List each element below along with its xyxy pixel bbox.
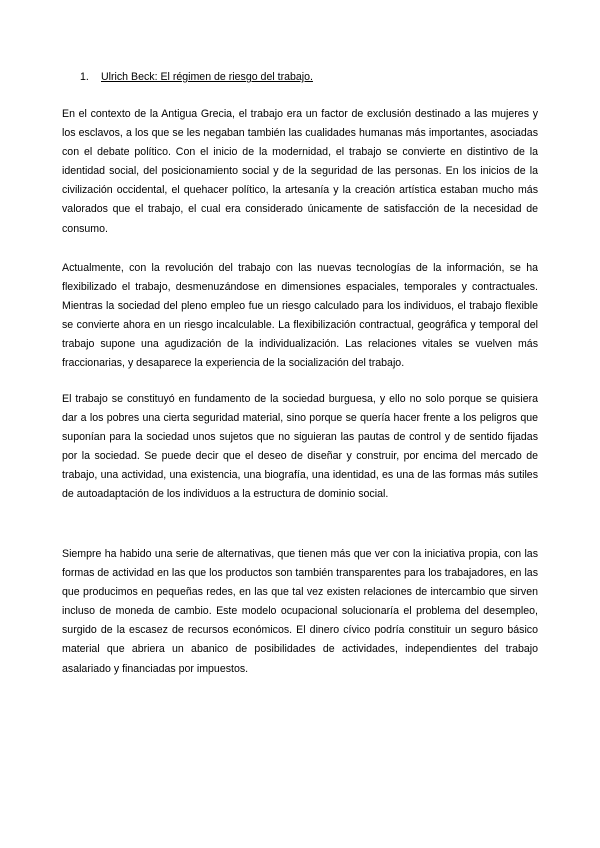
section-heading [80, 71, 313, 83]
paragraph-3: El trabajo se constituyó en fundamento de la sociedad burguesa, y ello no solo porque se quisiera dar a los pobres una cierta seguridad material, sino porque se quería hacer frente a los peligros que suponían para la sociedad unos sujetos que no siguieran las pautas de control y de sentido fijadas por la sociedad. Se puede decir que el deseo de diseñar y construir, por encima del mercado de trabajo, una actividad, una existencia, una biografía, una identidad, es una de las formas más sutiles de autoadaptación de los individuos a la estructura de dominio social. [62, 393, 538, 501]
paragraph-4: Siempre ha habido una serie de alternativas, que tienen más que ver con la iniciativa propia, con las formas de actividad en las que los productos son también transparentes para los trabajadores, en las que producimos en pequeñas redes, en las que tal vez existen relaciones de intercambio que sirven incluso de moneda de cambio. Este modelo ocupacional solucionaría el problema del desempleo, surgido de la escasez de recursos económicos. El dinero cívico podría constituir un seguro básico material que abriera un abanico de posibilidades de actividades, independientes del trabajo asalariado y financiadas por impuestos. [62, 548, 538, 675]
heading-number: 1. [80, 71, 89, 83]
paragraph-2: Actualmente, con la revolución del trabajo con las nuevas tecnologías de la información, se ha flexibilizado el trabajo, desmenuzándose en dimensiones espaciales, temporales y contractuales. Mientras la sociedad del pleno empleo fue un riesgo calculado para los individuos, el trabajo flexible se convierte ahora en un riesgo incalculable. La flexibilización contractual, geográfica y temporal del trabajo supone una agudización de la individualización. Las relaciones vitales se vuelven más fraccionarias, y desaparece la experiencia de la socialización del trabajo. [62, 262, 538, 370]
paragraph-1: En el contexto de la Antigua Grecia, el trabajo era un factor de exclusión destinado a las mujeres y los esclavos, a los que se les negaban también las cualidades humanas más importantes, asociadas con el debate político. Con el inicio de la modernidad, el trabajo se convierte en distintivo de la identidad social, del posicionamiento social y de la seguridad de las personas. En los inicios de la civilización occidental, el quehacer político, la artesanía y la creación artística estaban mucho más valorados que el trabajo, el cual era considerado únicamente de satisfacción de la necesidad de consumo. [62, 108, 538, 235]
heading-title: Ulrich Beck: El régimen de riesgo del trabajo. [101, 71, 313, 83]
